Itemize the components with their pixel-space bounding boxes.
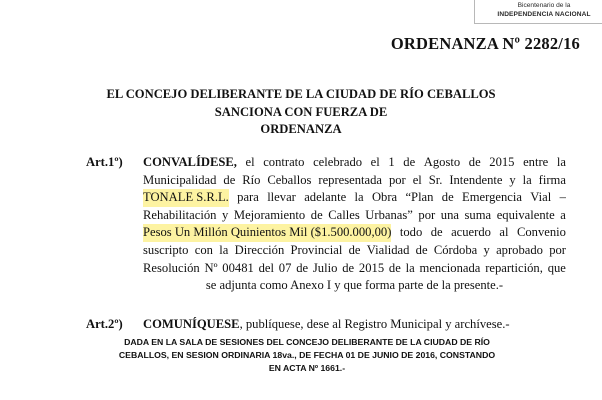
article-1-word: la (556, 155, 566, 169)
article-1-word: representada (318, 172, 383, 187)
article-1-word: Intendente (449, 172, 503, 187)
article-1-word: contrato (263, 155, 305, 169)
article-1-word: de (441, 190, 454, 205)
article-2-number: Art.2º) (86, 317, 123, 331)
article-1-word: de (430, 225, 443, 240)
highlighted-company-name: TONALE S.R.L. (143, 189, 229, 207)
article-1-word: se adjunta como Anexo I y que forma parte de la presente.- (205, 278, 504, 293)
article-1-word: la (219, 242, 229, 257)
article-1-word: Ceballos (267, 172, 312, 187)
heading-line-3: ORDENANZA (260, 122, 342, 136)
article-1-word: la (405, 260, 415, 275)
article-1-word: entre (523, 155, 549, 169)
footer-line-1: DADA EN LA SALA DE SESIONES DEL CONCEJO DELIBERANTE DE LA CIUDAD DE RÍO (124, 337, 490, 347)
article-1-word: Municipalidad (143, 172, 217, 187)
badge-line-1: Bicentenario de la (517, 2, 571, 9)
article-1-word: “Plan (405, 190, 434, 205)
article-1-word: Provincial (290, 242, 343, 257)
article-1-line (143, 154, 566, 172)
article-1-word: Río (242, 172, 261, 187)
article-1-word: Dirección (234, 242, 285, 257)
article-1-word: – (559, 190, 566, 205)
article-1-line (143, 189, 566, 207)
article-1-word: Obra (371, 190, 398, 205)
article-1-word: de (348, 242, 361, 257)
article-1-word: de (468, 155, 481, 169)
article-1-word: aprobado (496, 242, 543, 257)
article-1-word: Córdoba (433, 242, 478, 257)
heading-line-2: SANCIONA CON FUERZA DE (214, 104, 388, 119)
article-1-word: el (370, 155, 380, 169)
article-1-word: Convenio (516, 225, 566, 240)
article-1-word: suscripto (143, 242, 189, 257)
article-1-word: suma (464, 207, 492, 222)
article-1-word: Calles (328, 207, 360, 222)
article-1-word: que (547, 260, 566, 275)
article-1-word: con (194, 242, 213, 257)
document-heading (0, 86, 602, 139)
article-1-word: Sr. (428, 172, 443, 187)
article-1-word: el (245, 155, 255, 169)
article-1-word: Rehabilitación (143, 207, 217, 222)
article-1-line (143, 260, 566, 278)
article-1-word: de (223, 172, 236, 187)
article-1-word: 2015 (489, 155, 515, 169)
article-1-word: el (412, 172, 422, 187)
article-1-word: equivalente (496, 207, 555, 222)
highlighted-amount: Pesos Un Millón Quinientos Mil ($1.500.000,00) (143, 224, 391, 242)
article-1-word: 00481 (222, 260, 254, 275)
article-1-word: 1 (388, 155, 395, 169)
article-1-word: Nº (204, 260, 218, 275)
article-1-word: una (440, 207, 459, 222)
article-1-line (143, 172, 566, 190)
article-1-word: y (483, 242, 490, 257)
ordinance-title: ORDENANZA Nº 2282/16 (390, 34, 580, 53)
article-1-word: a (560, 207, 566, 222)
article-1-word: CONVALÍDESE, (143, 155, 237, 169)
article-1-word: Emergencia (462, 190, 522, 205)
article-1-word: 07 (278, 260, 292, 275)
article-1-line (143, 207, 566, 225)
article-1-word: Urbanas” (365, 207, 413, 222)
article-1-word: de (388, 260, 401, 275)
article-1-word: acuerdo (451, 225, 491, 240)
article-1-word: repartición, (485, 260, 543, 275)
article-1-word: para (237, 190, 259, 205)
article-1-word: de (310, 207, 323, 222)
article-1-word: por (388, 172, 406, 187)
badge-line-2: INDEPENDENCIA NACIONAL (497, 11, 591, 18)
session-footer (62, 336, 552, 376)
article-1-word: mencionada (419, 260, 481, 275)
article-2-verb: COMUNÍQUESE (143, 317, 240, 331)
article-1-word: 2015 (358, 260, 385, 275)
bicentenary-badge (474, 0, 602, 24)
article-1-word: y (222, 207, 229, 222)
article-1-word: Resolución (143, 260, 200, 275)
article-1-word: todo (399, 225, 423, 240)
article-1-word: por (418, 207, 436, 222)
article-2-text: , publíquese, dese al Registro Municipal y archívese.- (239, 317, 510, 331)
article-1-word: celebrado (313, 155, 363, 169)
footer-line-3: EN ACTA Nº 1661.- (268, 363, 346, 374)
article-1-word: del (258, 260, 274, 275)
footer-line-2: CEBALLOS, EN SESION ORDINARIA 18va., DE FECHA 01 DE JUNIO DE 2016, CONSTANDO (118, 350, 496, 361)
article-1-word: de (342, 260, 355, 275)
article-1-word: la (522, 172, 532, 187)
article-1-word: llevar (267, 190, 296, 205)
article-1-word: de (403, 155, 416, 169)
article-1-word: y (509, 172, 516, 187)
article-1-word: firma (538, 172, 566, 187)
article-1-word: por (549, 242, 566, 257)
article-1-word: la (354, 190, 364, 205)
article-1-word: de (296, 260, 309, 275)
heading-line-1: EL CONCEJO DELIBERANTE DE LA CIUDAD DE RÍO CEBALLOS (106, 87, 496, 101)
article-1-word: Mejoramiento (233, 207, 306, 222)
article-1-line (143, 277, 566, 295)
article-2-body (143, 316, 566, 334)
article-1-line (143, 242, 566, 260)
article-1-word: adelante (304, 190, 347, 205)
article-1-body (143, 154, 566, 295)
article-1-number: Art.1º) (86, 155, 123, 169)
article-1-word: Julio (312, 260, 338, 275)
article-1-word: de (415, 242, 428, 257)
article-1-word: Agosto (423, 155, 461, 169)
article-1-line (143, 224, 566, 242)
article-1-word: Vial (530, 190, 552, 205)
article-1-word: al (499, 225, 509, 240)
article-1-word: Vialidad (366, 242, 410, 257)
